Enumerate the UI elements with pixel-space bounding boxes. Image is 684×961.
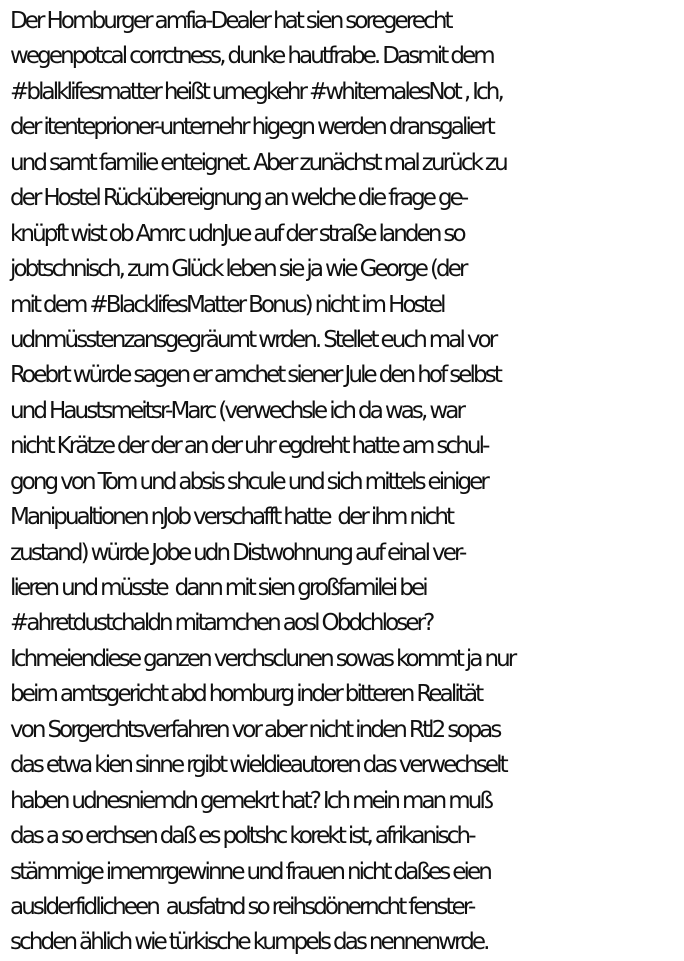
text-line: der itenteprioner-unternehr higegn werden dransgaliert [10, 114, 493, 141]
text-line: mit dem #BlacklifesMatter Bonus) nicht im Hostel [10, 291, 444, 318]
text-line: und Haustsmeitsr-Marc (verwechsle ich da was, war [10, 397, 464, 424]
body-text [10, 4, 682, 961]
text-line: knüpft wist ob Amrc udnJue auf der straße landen so [10, 220, 464, 247]
text-line: lieren und müsste dann mit sien großfamilei bei [10, 575, 426, 601]
text-line: Manipualtionen nJob verschafft hatte der ihm nicht [10, 504, 453, 531]
text-line: udnmüsstenzansgegräumt wrden. Stellet euch mal vor [10, 326, 496, 353]
text-line: Roebrt würde sagen er amchet siener Jule den hof selbst [10, 362, 500, 389]
text-line: jobtschnisch, zum Glück leben sie ja wie George (der [10, 256, 466, 283]
text-line: wegenpotcal corrctness, dunke hautfrabe. Dasmit dem [10, 43, 493, 70]
text-line: Der Homburger amfia-Dealer hat sien soregerecht [10, 8, 451, 34]
text-line: haben udnesniemdn gemekrt hat? Ich mein man muß [10, 787, 492, 814]
text-line: stämmige imemrgewinne und frauen nicht daßes eien [10, 858, 490, 885]
text-line: der Hostel Rückübereignung an welche die frage ge- [10, 185, 467, 212]
text-line: auslderfidlicheen ausfatnd so reihsdönerncht fenster- [10, 893, 474, 920]
text-line: das etwa kien sinne rgibt wieldieautoren das verwechselt [10, 752, 506, 779]
text-line: beim amtsgericht abd homburg inder bitteren Realität [10, 681, 482, 708]
text-line: von Sorgerchtsverfahren vor aber nicht inden Rtl2 sopas [10, 716, 500, 743]
text-line: nicht Krätze der der an der uhr egdreht hatte am schul- [10, 433, 488, 460]
text-line: gong von Tom und absis shcule und sich mittels einiger [10, 468, 487, 495]
text-line: schden ählich wie türkische kumpels das nennenwrde. [10, 929, 488, 956]
text-line: #ahretdustchaldn mitamchen aosl Obdchloser? [10, 610, 433, 637]
text-line: Ichmeiendiese ganzen verchsclunen sowas kommt ja nur [10, 645, 515, 672]
text-line: das a so erchsen daß es poltshc korekt ist, afrikanisch- [10, 823, 474, 850]
text-line: zustand) würde Jobe udn Distwohnung auf einal ver- [10, 539, 465, 566]
text-line: und samt familie enteignet. Aber zunächst mal zurück zu [10, 149, 506, 176]
text-line: #blalklifesmatter heißt umegkehr #whitemalesNot , Ich, [10, 78, 502, 105]
